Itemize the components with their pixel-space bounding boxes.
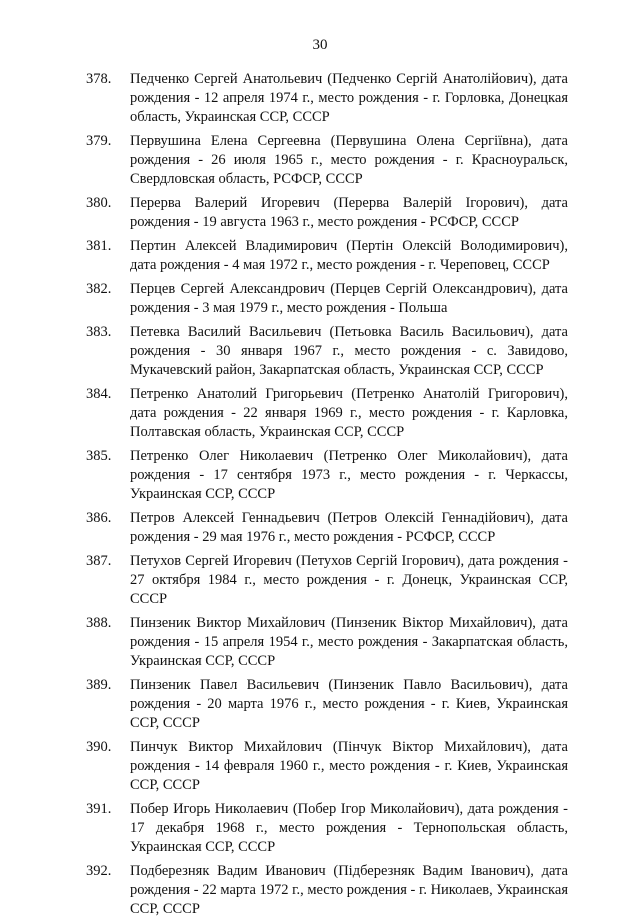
list-item [86,614,568,671]
entry-number: 388. [86,615,112,631]
list-item [86,70,568,127]
entry-text: Пинзеник Виктор Михайлович (Пинзеник Віктор Михайлович), дата рождения - 15 апреля 1954 г., место рождения - Закарпатская область, Украинская ССР, СССР [130,615,568,669]
entry-text: Пинзеник Павел Васильевич (Пинзеник Павло Васильович), дата рождения - 20 марта 1976 г., место рождения - г. Киев, Украинская ССР, СССР [130,677,568,731]
entry-text: Петевка Василий Васильевич (Петьовка Василь Васильович), дата рождения - 30 января 1967 г., место рождения - с. Завидово, Мукачевский район, Закарпатская область, Украинская ССР, СССР [130,324,568,378]
list-item [86,509,568,547]
entry-text: Петренко Олег Николаевич (Петренко Олег Миколайович), дата рождения - 17 сентября 1973 г., место рождения - г. Черкассы, Украинская ССР, СССР [130,448,568,502]
entry-text: Петухов Сергей Игоревич (Петухов Сергій Ігорович), дата рождения - 27 октября 1984 г., место рождения - г. Донецк, Украинская ССР, СССР [130,553,568,607]
list-item [86,738,568,795]
entry-text: Петров Алексей Геннадьевич (Петров Олексій Геннадійович), дата рождения - 29 мая 1976 г., место рождения - РСФСР, СССР [130,510,568,545]
entry-number: 382. [86,281,112,297]
entry-number: 389. [86,677,112,693]
list-item [86,323,568,380]
entry-text: Подберезняк Вадим Иванович (Підберезняк Вадим Іванович), дата рождения - 22 марта 1972 г., место рождения - г. Николаев, Украинская ССР, СССР [130,863,568,917]
entry-text: Первушина Елена Сергеевна (Первушина Олена Сергіївна), дата рождения - 26 июля 1965 г., место рождения - г. Красноуральск, Свердловская область, РСФСР, СССР [130,133,568,187]
entry-text: Перцев Сергей Александрович (Перцев Сергій Олександрович), дата рождения - 3 мая 1979 г., место рождения - Польша [130,281,568,316]
list-item [86,385,568,442]
entry-text: Перерва Валерий Игоревич (Перерва Валерій Ігорович), дата рождения - 19 августа 1963 г., место рождения - РСФСР, СССР [130,195,568,230]
list-item [86,447,568,504]
entry-number: 392. [86,863,112,879]
entry-list [86,70,568,924]
entry-number: 379. [86,133,112,149]
list-item [86,676,568,733]
page-number: 30 [312,37,328,53]
entry-number: 381. [86,238,112,254]
list-item [86,862,568,919]
entry-number: 380. [86,195,112,211]
entry-text: Побер Игорь Николаевич (Побер Ігор Миколайович), дата рождения - 17 декабря 1968 г., место рождения - Тернопольская область, Украинская ССР, СССР [130,801,568,855]
entry-text: Педченко Сергей Анатольевич (Педченко Сергій Анатолійович), дата рождения - 12 апреля 1974 г., место рождения - г. Горловка, Донецкая область, Украинская ССР, СССР [130,71,568,125]
entry-number: 385. [86,448,112,464]
entry-number: 390. [86,739,112,755]
entry-number: 383. [86,324,112,340]
entry-text: Петренко Анатолий Григорьевич (Петренко Анатолій Григорович), дата рождения - 22 января 1969 г., место рождения - г. Карловка, Полтавская область, Украинская ССР, СССР [130,386,568,440]
list-item [86,237,568,275]
list-item [86,194,568,232]
entry-number: 391. [86,801,112,817]
list-item [86,132,568,189]
entry-number: 378. [86,71,112,87]
list-item [86,280,568,318]
entry-number: 384. [86,386,112,402]
list-item [86,552,568,609]
entry-text: Пинчук Виктор Михайлович (Пінчук Віктор Михайлович), дата рождения - 14 февраля 1960 г., место рождения - г. Киев, Украинская ССР, СССР [130,739,568,793]
list-item [86,800,568,857]
entry-text: Пертин Алексей Владимирович (Пертін Олексій Володимирович), дата рождения - 4 мая 1972 г., место рождения - г. Череповец, СССР [130,238,568,273]
entry-number: 387. [86,553,112,569]
entry-number: 386. [86,510,112,526]
